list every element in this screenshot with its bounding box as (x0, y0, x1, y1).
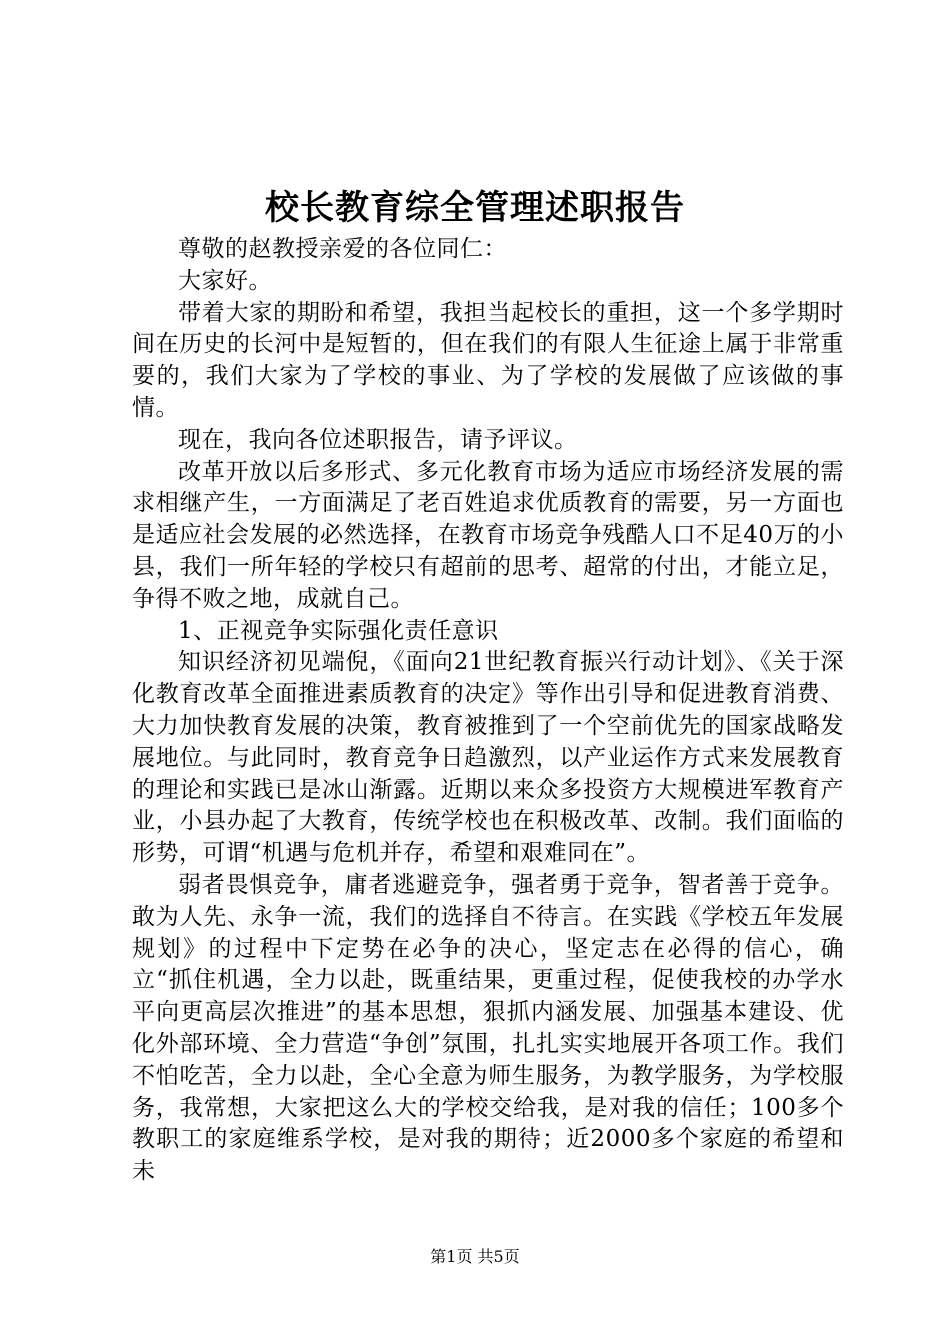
paragraph-knowledge-economy: 知识经济初见端倪，《面向21世纪教育振兴行动计划》、《关于深化教育改革全面推进素质教育的决定》等作出引导和促进教育消费、大力加快教育发展的决策，教育被推到了一个空前优先的国家战略发展地位。与此同时，教育竞争日趋激烈，以产业运作方式来发展教育的理论和实践已是冰山渐露。近期以来众多投资方大规模进军教育产业，小县办起了大教育，传统学校也在积极改革、改制。我们面临的形势，可谓“机遇与危机并存，希望和艰难同在”。 (132, 649, 844, 867)
document-title: 校长教育综全管理述职报告 (265, 188, 685, 228)
salutation: 尊敬的赵教授亲爱的各位同仁： (178, 236, 507, 262)
page-footer: 第1页 共5页 (430, 1247, 520, 1266)
paragraph-intro: 带着大家的期盼和希望，我担当起校长的重担，这一个多学期时间在历史的长河中是短暂的，但在我们的有限人生征途上属于非常重要的，我们大家为了学校的事业、为了学校的发展做了应该做的事情。 (132, 299, 844, 421)
paragraph-report: 现在，我向各位述职报告，请予评议。 (178, 426, 578, 453)
document-body (132, 234, 844, 1188)
section-heading-1: 1、正视竞争实际强化责任意识 (178, 617, 499, 644)
greeting: 大家好。 (178, 267, 272, 294)
paragraph-competition: 弱者畏惧竞争，庸者逃避竞争，强者勇于竞争，智者善于竞争。敢为人先、永争一流，我们的选择自不待言。在实践《学校五年发展规划》的过程中下定势在必争的决心，坚定志在必得的信心，确立“抓住机遇，全力以赴，既重结果，更重过程，促使我校的办学水平向更高层次推进”的基本思想，狠抓内涵发展、加强基本建设、优化外部环境、全力营造“争创”氛围，扎扎实实地展开各项工作。我们不怕吃苦，全力以赴，全心全意为师生服务，为教学服务，为学校服务，我常想，大家把这么大的学校交给我，是对我的信任；100多个教职工的家庭维系学校，是对我的期待；近2000多个家庭的希望和未 (132, 871, 844, 1185)
paragraph-reform: 改革开放以后多形式、多元化教育市场为适应市场经济发展的需求相继产生，一方面满足了老百姓追求优质教育的需要，另一方面也是适应社会发展的必然选择，在教育市场竞争残酷人口不足40万的小县，我们一所年轻的学校只有超前的思考、超常的付出，才能立足，争得不败之地，成就自己。 (132, 458, 844, 612)
